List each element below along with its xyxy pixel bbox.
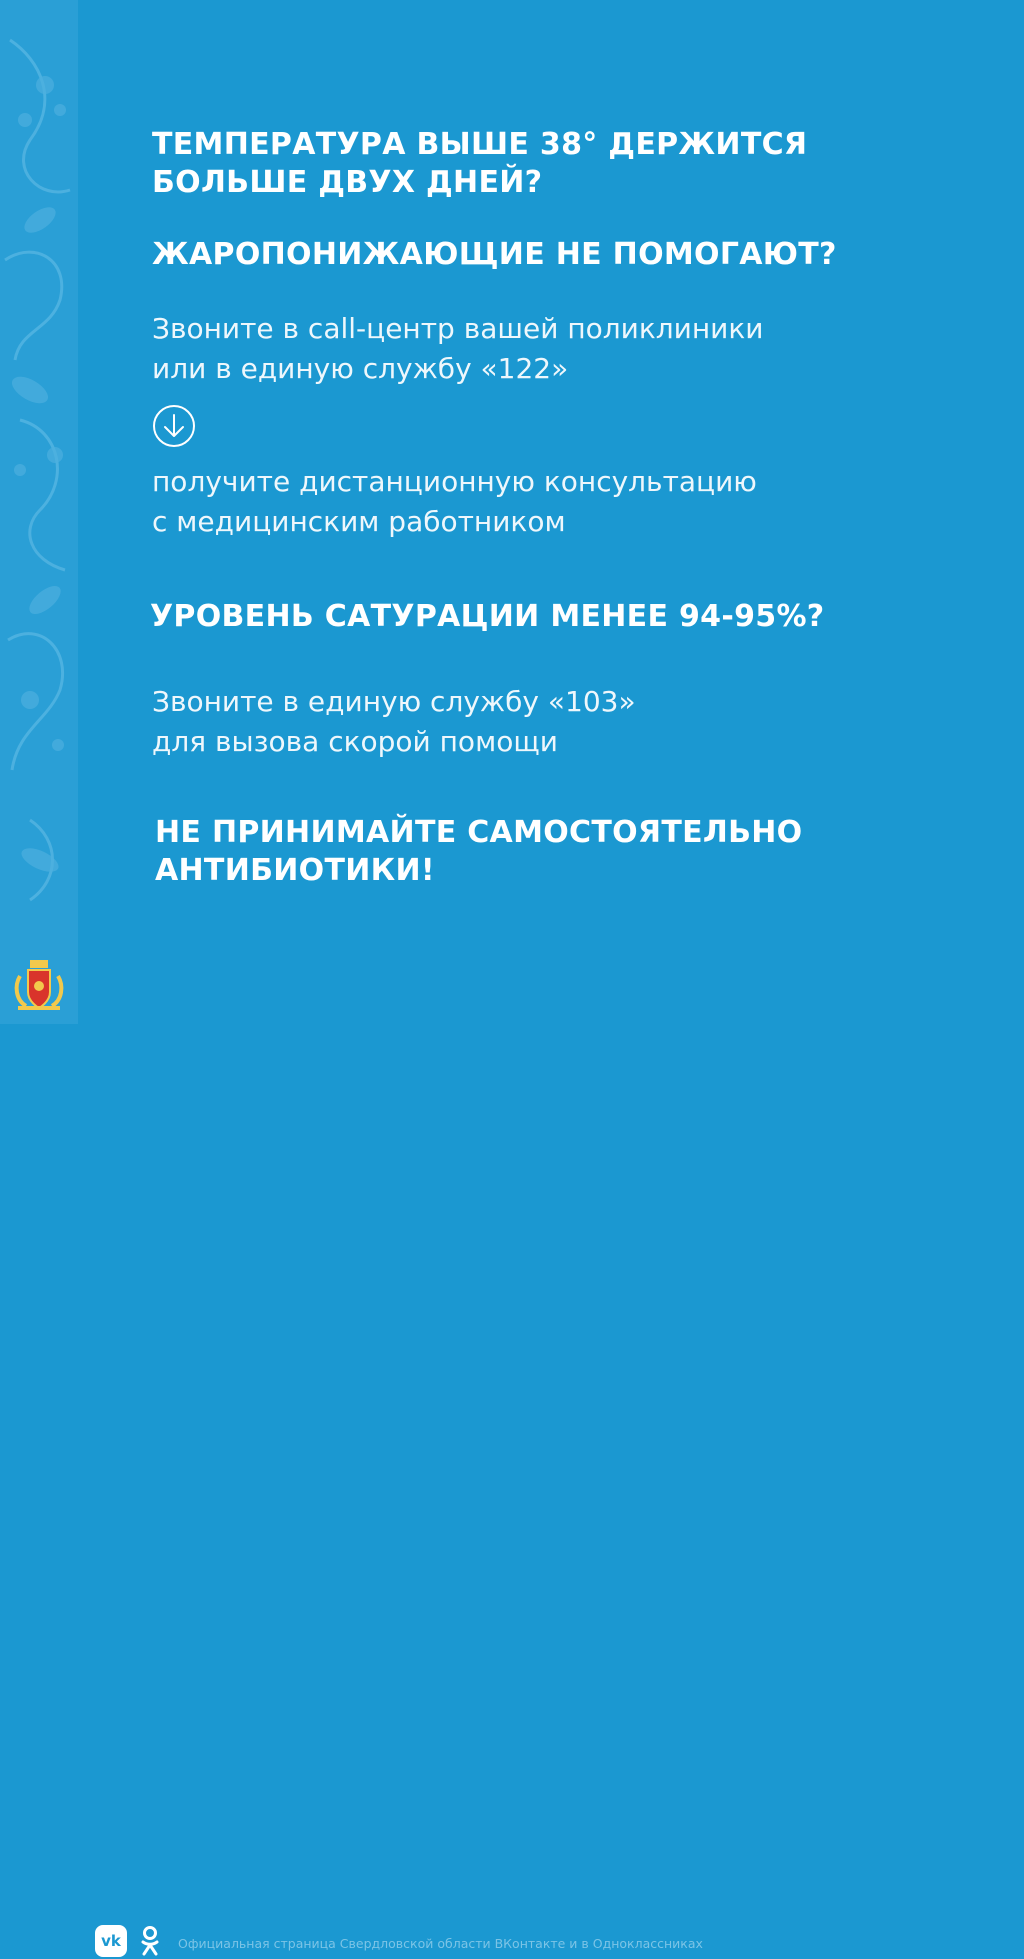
consultation-result: [152, 462, 757, 542]
antibiotics-warning: [155, 814, 802, 890]
ambulance-instruction: [152, 682, 636, 762]
instruction-line: или в единую службу «122»: [152, 352, 569, 385]
warning-line: НЕ ПРИНИМАЙТЕ САМОСТОЯТЕЛЬНО: [155, 815, 803, 850]
heading-line: ТЕМПЕРАТУРА ВЫШЕ 38° ДЕРЖИТСЯ: [152, 127, 808, 162]
folk-ornament-icon: [0, 0, 78, 1024]
instruction-line: Звоните в call-центр вашей поликлиники: [152, 312, 764, 345]
instruction-line: для вызова скорой помощи: [152, 725, 558, 758]
odnoklassniki-logo-icon[interactable]: [140, 1925, 160, 1959]
saturation-heading: УРОВЕНЬ САТУРАЦИИ МЕНЕЕ 94-95%?: [150, 599, 825, 634]
footer: [0, 950, 1024, 1951]
instruction-line: Звоните в единую службу «103»: [152, 685, 636, 718]
footer-caption: Официальная страница Свердловской области ВКонтакте и в Одноклассниках: [178, 1936, 703, 1951]
result-line: получите дистанционную консультацию: [152, 465, 757, 498]
sverdlovsk-coat-of-arms-icon: [10, 956, 68, 1014]
antipyretics-heading: ЖАРОПОНИЖАЮЩИЕ НЕ ПОМОГАЮТ?: [152, 237, 837, 272]
warning-line: АНТИБИОТИКИ!: [155, 853, 435, 888]
arrow-down-circle-icon: [152, 404, 196, 448]
call-center-instruction: [152, 309, 763, 389]
vk-logo-icon[interactable]: vk: [95, 1925, 127, 1957]
heading-line: БОЛЬШЕ ДВУХ ДНЕЙ?: [152, 165, 543, 200]
result-line: с медицинским работником: [152, 505, 566, 538]
temperature-heading: [152, 126, 807, 202]
decorative-ornament-strip: [0, 0, 78, 1024]
